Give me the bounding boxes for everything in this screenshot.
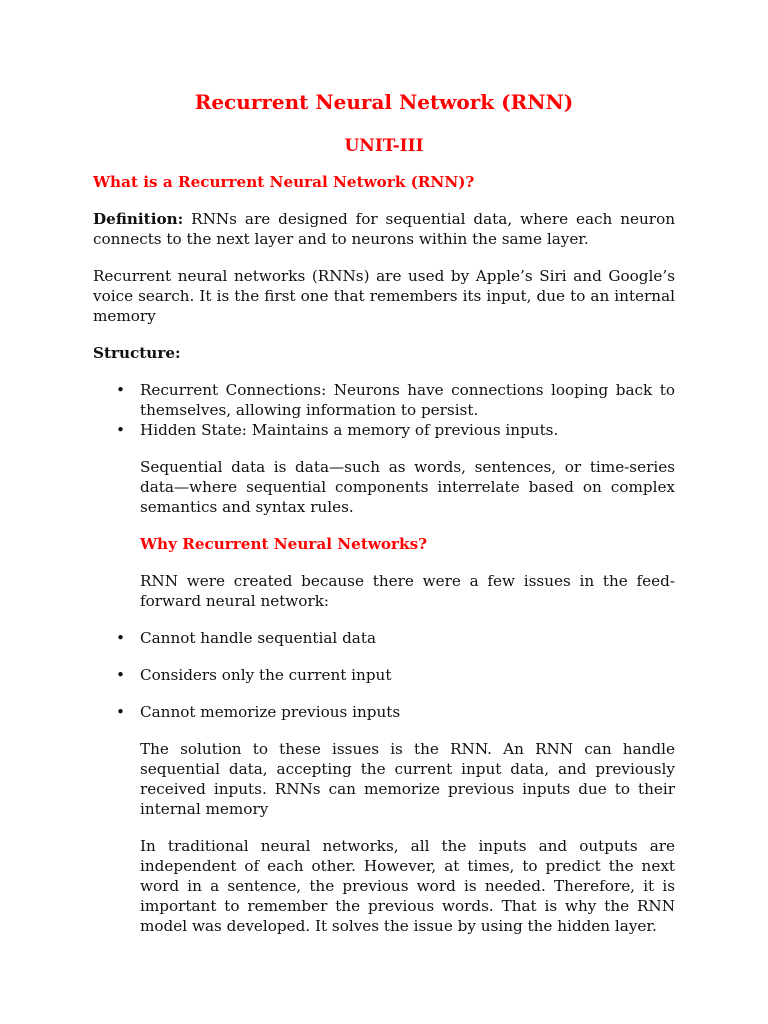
structure-label [93,343,675,363]
paragraph-traditional-nn: In traditional neural networks, all the inputs and outputs are independent of each other. However, at times, to predict the next word in a sentence, the previous word is needed. Therefore, it is important to remember the previous words. That is why the RNN model was developed. It solves the issue by using the hidden layer. [140,837,675,935]
definition-text: RNNs are designed for sequential data, where each neuron connects to the next layer and to neurons within the same layer. [93,210,675,248]
document-title: Recurrent Neural Network (RNN) [194,90,574,114]
document-content [93,88,675,936]
paragraph-issues-intro: RNN were created because there were a few issues in the feed-forward neural network: [140,572,675,610]
paragraph-solution: The solution to these issues is the RNN. An RNN can handle sequential data, accepting the current input data, and previously received inputs. RNNs can memorize previous inputs due to their internal memory [140,740,675,818]
definition-label: Definition: [93,210,184,228]
list-item: • Recurrent Connections: Neurons have connections looping back to themselves, allowing information to persist. [93,380,675,420]
list-item: • Hidden State: Maintains a memory of previous inputs. [93,420,675,440]
list-item: • Cannot handle sequential data [93,628,675,648]
definition-paragraph [93,209,675,249]
list-item: • Considers only the current input [93,665,675,685]
list-item: • Cannot memorize previous inputs [93,702,675,722]
paragraph-siri: Recurrent neural networks (RNNs) are used by Apple’s Siri and Google’s voice search. It is the first one that remembers its input, due to an internal memory [93,267,675,325]
structure-list [93,380,675,440]
structure-label-text: Structure: [93,344,181,362]
issues-list [93,628,675,722]
section-heading-what-is-rnn: What is a Recurrent Neural Network (RNN)? [93,173,475,191]
section-heading-why-rnn: Why Recurrent Neural Networks? [140,535,428,553]
paragraph-sequential-data: Sequential data is data—such as words, sentences, or time-series data—where sequential components interrelate based on complex semantics and syntax rules. [140,458,675,516]
unit-heading: UNIT-III [344,136,424,156]
